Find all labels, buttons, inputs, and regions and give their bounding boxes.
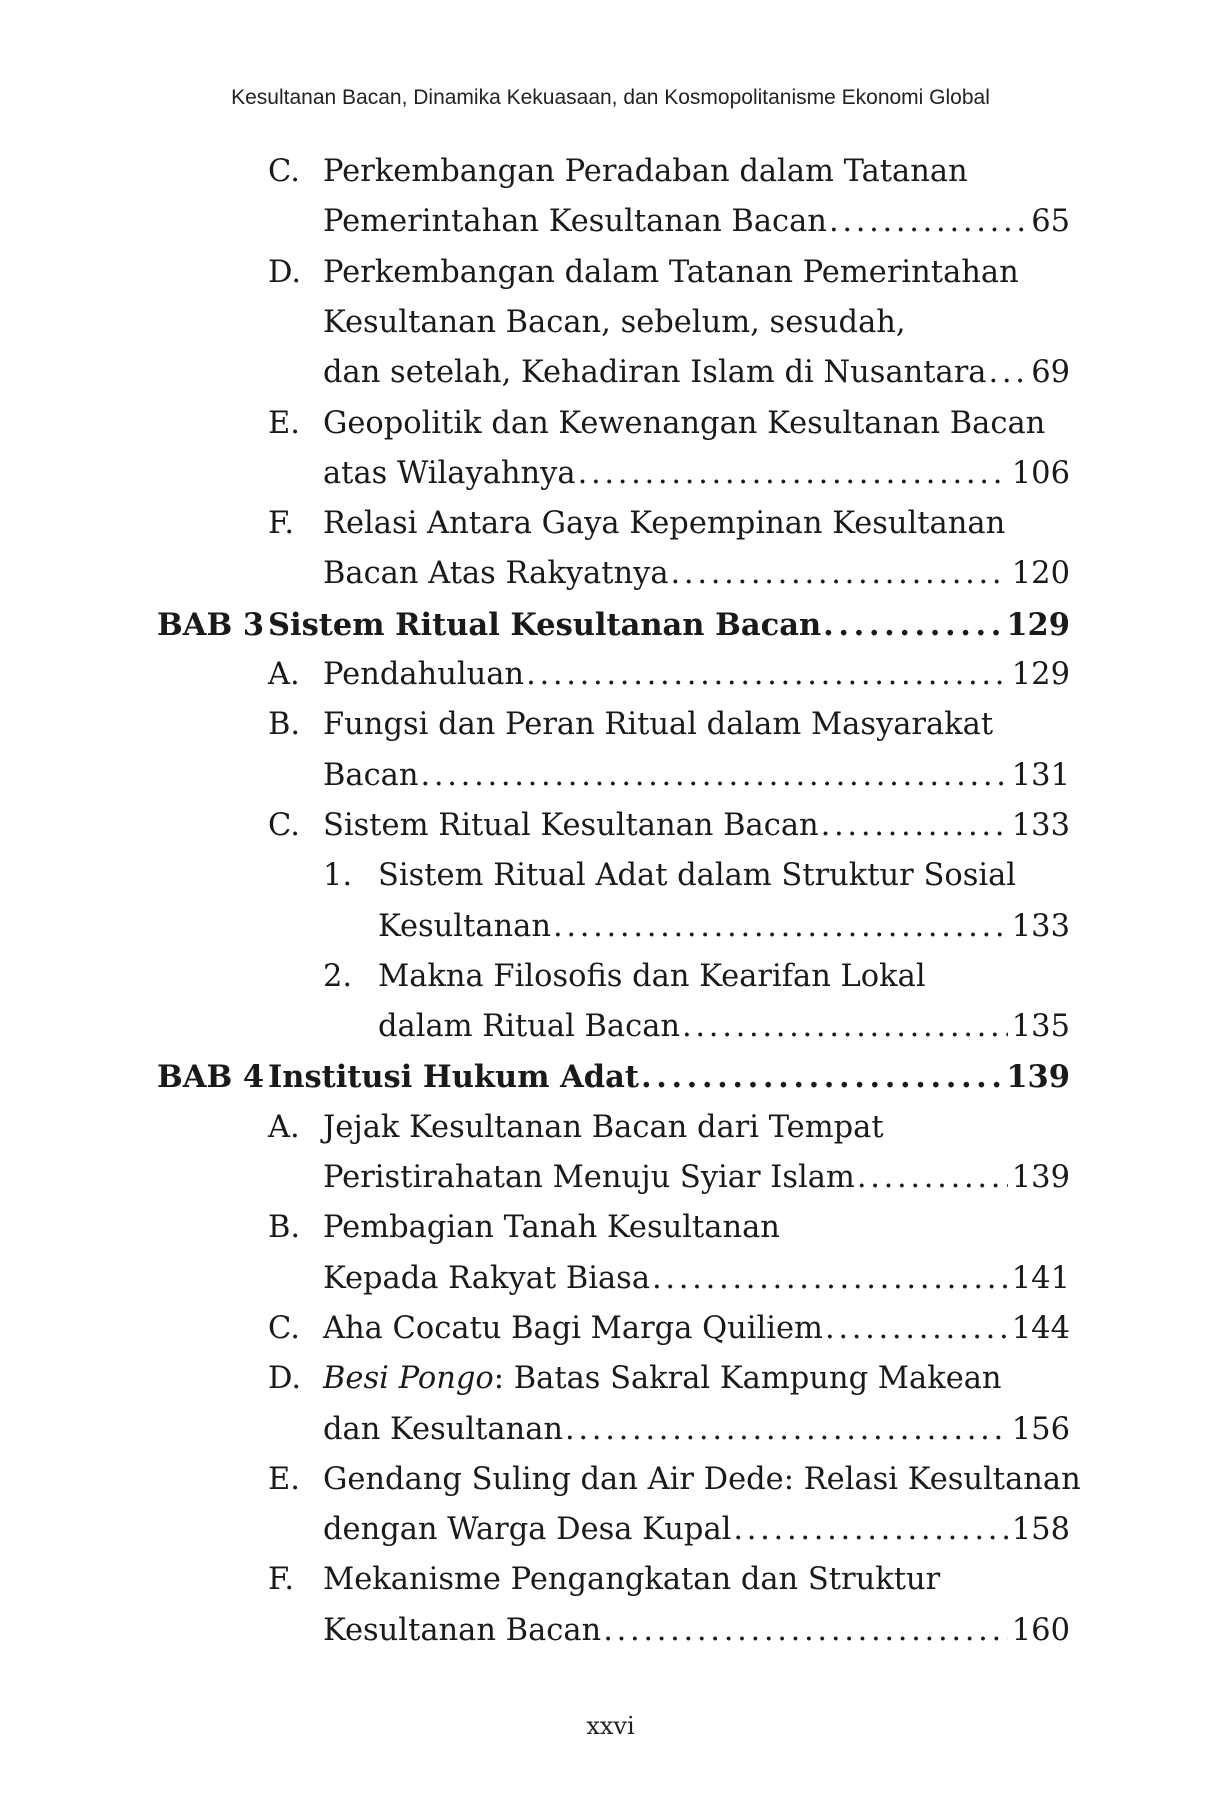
dot-leader [829,197,1027,247]
toc-entry-text [323,650,524,700]
page-number: xxvi [586,1712,635,1740]
toc-entry-line[interactable] [268,650,1070,700]
toc-entry-text-segment: Fungsi dan Peran Ritual dalam Masyarakat [323,707,994,743]
toc-entry-label: F. [268,1562,295,1598]
toc-page-number: 133 [1011,908,1070,944]
dot-leader [578,449,1008,499]
toc-entry-text-segment: : Batas Sakral Kampung Makean [493,1361,1002,1397]
toc-entry-line[interactable] [268,1103,1070,1153]
toc-entry-text-segment: Mekanisme Pengangkatan dan Struktur [323,1562,941,1598]
toc-entry-label: D. [268,254,302,290]
toc-entry-text-segment: dan setelah, Kehadiran Islam di Nusantara [323,355,987,391]
toc-entry-text [323,348,987,398]
toc-entry-text-segment: Pemerintahan Kesultanan Bacan [323,204,827,240]
dot-leader [733,1505,1007,1555]
toc-entry-line[interactable] [323,851,1070,901]
toc-entry-line[interactable] [268,147,1070,197]
toc-entry-label: C. [268,154,300,189]
dot-leader [641,1052,1002,1102]
toc-entry-line[interactable] [323,1153,1070,1203]
toc-entry-text [268,1052,639,1102]
toc-entry-text [323,1606,601,1656]
toc-entry-text-segment: Relasi Antara Gaya Kepempinan Kesultanan [323,506,1006,542]
toc-page-number: 120 [1011,556,1070,592]
toc-entry-text-segment: Kesultanan Bacan [323,1612,602,1648]
toc-entry-text-segment: Bacan Atas Rakyatnya [323,556,669,592]
toc-chapter-line[interactable] [157,1052,1070,1102]
toc-entry-text [323,751,419,801]
toc-entry-text-segment: dengan Warga Desa Kupal [323,1512,732,1548]
dot-leader [989,348,1028,398]
toc-entry-text [323,1153,855,1203]
toc-entry-text-segment: Aha Cocatu Bagi Marga Quiliem [323,1310,823,1346]
toc-entry-line[interactable] [323,1505,1070,1555]
toc-entry-line[interactable] [268,248,1070,298]
toc-page-number: 131 [1011,757,1070,793]
dot-leader [553,902,1008,952]
toc-entry-label: E. [268,1461,300,1497]
toc-entry-text [323,1505,731,1555]
toc-entry-text-segment: Geopolitik dan Kewenangan Kesultanan Bacan [323,405,1046,441]
toc-entry-text [378,1002,680,1052]
toc-entry-line[interactable] [323,298,1070,348]
dot-leader [565,1405,1008,1455]
toc-entry-label: F. [268,506,295,542]
toc-entry-italic-term: Besi Pongo [323,1361,494,1397]
toc-page-number: 141 [1011,1260,1070,1296]
toc-entry-text-segment: Pendahuluan [323,657,525,692]
toc-entry-text-segment: Kepada Rakyat Biasa [323,1260,651,1296]
toc-entry-text-segment: Gendang Suling dan Air Dede: Relasi Kesultanan [323,1461,1081,1497]
toc-entry-text [323,449,576,499]
toc-entry-line[interactable] [378,1002,1070,1052]
toc-entry-text-segment: Institusi Hukum Adat [268,1059,639,1096]
toc-entry-text-segment: Makna Filosofis dan Kearifan Lokal [378,958,926,994]
toc-chapter-line[interactable] [157,600,1070,650]
running-head: Kesultanan Bacan, Dinamika Kekuasaan, dan Kosmopolitanisme Ekonomi Global [231,86,990,109]
toc-entry-text [323,1354,1002,1404]
toc-entry-label: BAB 3 [157,606,265,643]
toc-entry-text-segment: atas Wilayahnya [323,455,576,491]
toc-entry-line[interactable] [268,1203,1070,1253]
toc-entry-label: E. [268,405,300,441]
toc-entry-line[interactable] [268,801,1070,851]
toc-entry-text-segment: Perkembangan dalam Tatanan Pemerintahan [323,254,1019,290]
toc-page-number: 69 [1031,355,1070,391]
toc-entry-text [323,197,827,247]
toc-entry-line[interactable] [323,1254,1070,1304]
toc-entry-text [323,399,1045,449]
toc-entry-label: D. [268,1361,302,1397]
toc-entry-text-segment: Pembagian Tanah Kesultanan [323,1210,780,1246]
toc-entry-line[interactable] [323,952,1070,1002]
toc-page-number: 129 [1006,606,1070,643]
dot-leader [526,650,1008,700]
toc-entry-line[interactable] [323,751,1070,801]
toc-entry-label: C. [268,807,300,843]
toc-entry-label: BAB 4 [157,1059,265,1096]
toc-page-number: 135 [1011,1009,1070,1045]
toc-entry-text-segment: Sistem Ritual Kesultanan Bacan [323,807,819,843]
toc-entry-text-segment: Peristirahatan Menuju Syiar Islam [323,1160,855,1195]
toc-entry-text [378,902,551,952]
toc-entry-text [323,147,968,197]
toc-entry-text [323,1304,823,1354]
toc-entry-line[interactable] [268,700,1070,750]
toc-entry-text [268,600,821,650]
toc-entry-line[interactable] [268,1304,1070,1354]
toc-entry-text [323,1203,780,1253]
toc-page-number: 160 [1011,1612,1070,1648]
toc-entry-text-segment: Sistem Ritual Kesultanan Bacan [268,606,822,643]
toc-entry-line[interactable] [323,1606,1070,1656]
toc-entry-text [323,1555,940,1605]
toc-entry-text [323,1103,884,1153]
toc-entry-line[interactable] [268,1555,1070,1605]
toc-entry-text [323,298,906,348]
dot-leader [825,1304,1008,1354]
dot-leader [823,600,1002,650]
toc-entry-text-segment: Bacan [323,757,419,793]
toc-page-number: 156 [1011,1411,1070,1447]
toc-page-number: 129 [1011,657,1070,692]
toc-entry-label: C. [268,1310,300,1346]
toc-entry-text [378,952,926,1002]
toc-page-number: 139 [1006,1059,1070,1096]
toc-entry-line[interactable] [268,399,1070,449]
toc-entry-line[interactable] [323,549,1070,599]
toc-entry-label: A. [268,1109,300,1145]
toc-page-number: 139 [1011,1160,1070,1195]
toc-page-number: 133 [1011,807,1070,843]
toc-entry-line[interactable] [268,499,1070,549]
dot-leader [671,549,1008,599]
toc-entry-text [323,700,993,750]
toc-entry-line[interactable] [268,1354,1070,1404]
toc-entry-text [323,801,819,851]
toc-entry-text-segment: Perkembangan Peradaban dalam Tatanan [323,154,968,189]
dot-leader [821,801,1008,851]
toc-entry-text [323,1455,1081,1505]
toc-entry-text-segment: Jejak Kesultanan Bacan dari Tempat [323,1109,884,1145]
toc-entry-label: B. [268,1210,301,1246]
toc-entry-text [323,248,1019,298]
toc-entry-text [323,499,1005,549]
toc-entry-text [323,1405,563,1455]
toc-entry-line[interactable] [323,197,1070,247]
toc-entry-text [378,851,1016,901]
toc-page-number: 106 [1011,455,1070,491]
toc-entry-label: 2. [323,958,353,994]
toc-entry-text [323,549,669,599]
toc-entry-line[interactable] [323,1405,1070,1455]
toc-entry-label: 1. [323,858,353,894]
toc-entry-text-segment: dalam Ritual Bacan [378,1009,681,1045]
dot-leader [652,1254,1008,1304]
dot-leader [603,1606,1008,1656]
toc-entry-text-segment: Sistem Ritual Adat dalam Struktur Sosial [378,858,1017,894]
toc-entry-label: A. [268,657,300,692]
toc-entry-text-segment: Kesultanan Bacan, sebelum, sesudah, [323,304,906,340]
toc-entry-label: B. [268,707,301,743]
toc-entry-line[interactable] [323,348,1070,398]
dot-leader [682,1002,1008,1052]
toc-entry-text [323,1254,650,1304]
toc-entry-text-segment: Kesultanan [378,908,551,944]
toc-entry-line[interactable] [268,1455,1081,1505]
toc-page-number: 65 [1031,204,1070,240]
dot-leader [421,751,1008,801]
toc-entry-line[interactable] [323,449,1070,499]
toc-entry-line[interactable] [378,902,1070,952]
toc-page-number: 144 [1011,1310,1070,1346]
toc-page-number: 158 [1011,1512,1070,1548]
dot-leader [857,1153,1008,1203]
toc-entry-text-segment: dan Kesultanan [323,1411,564,1447]
